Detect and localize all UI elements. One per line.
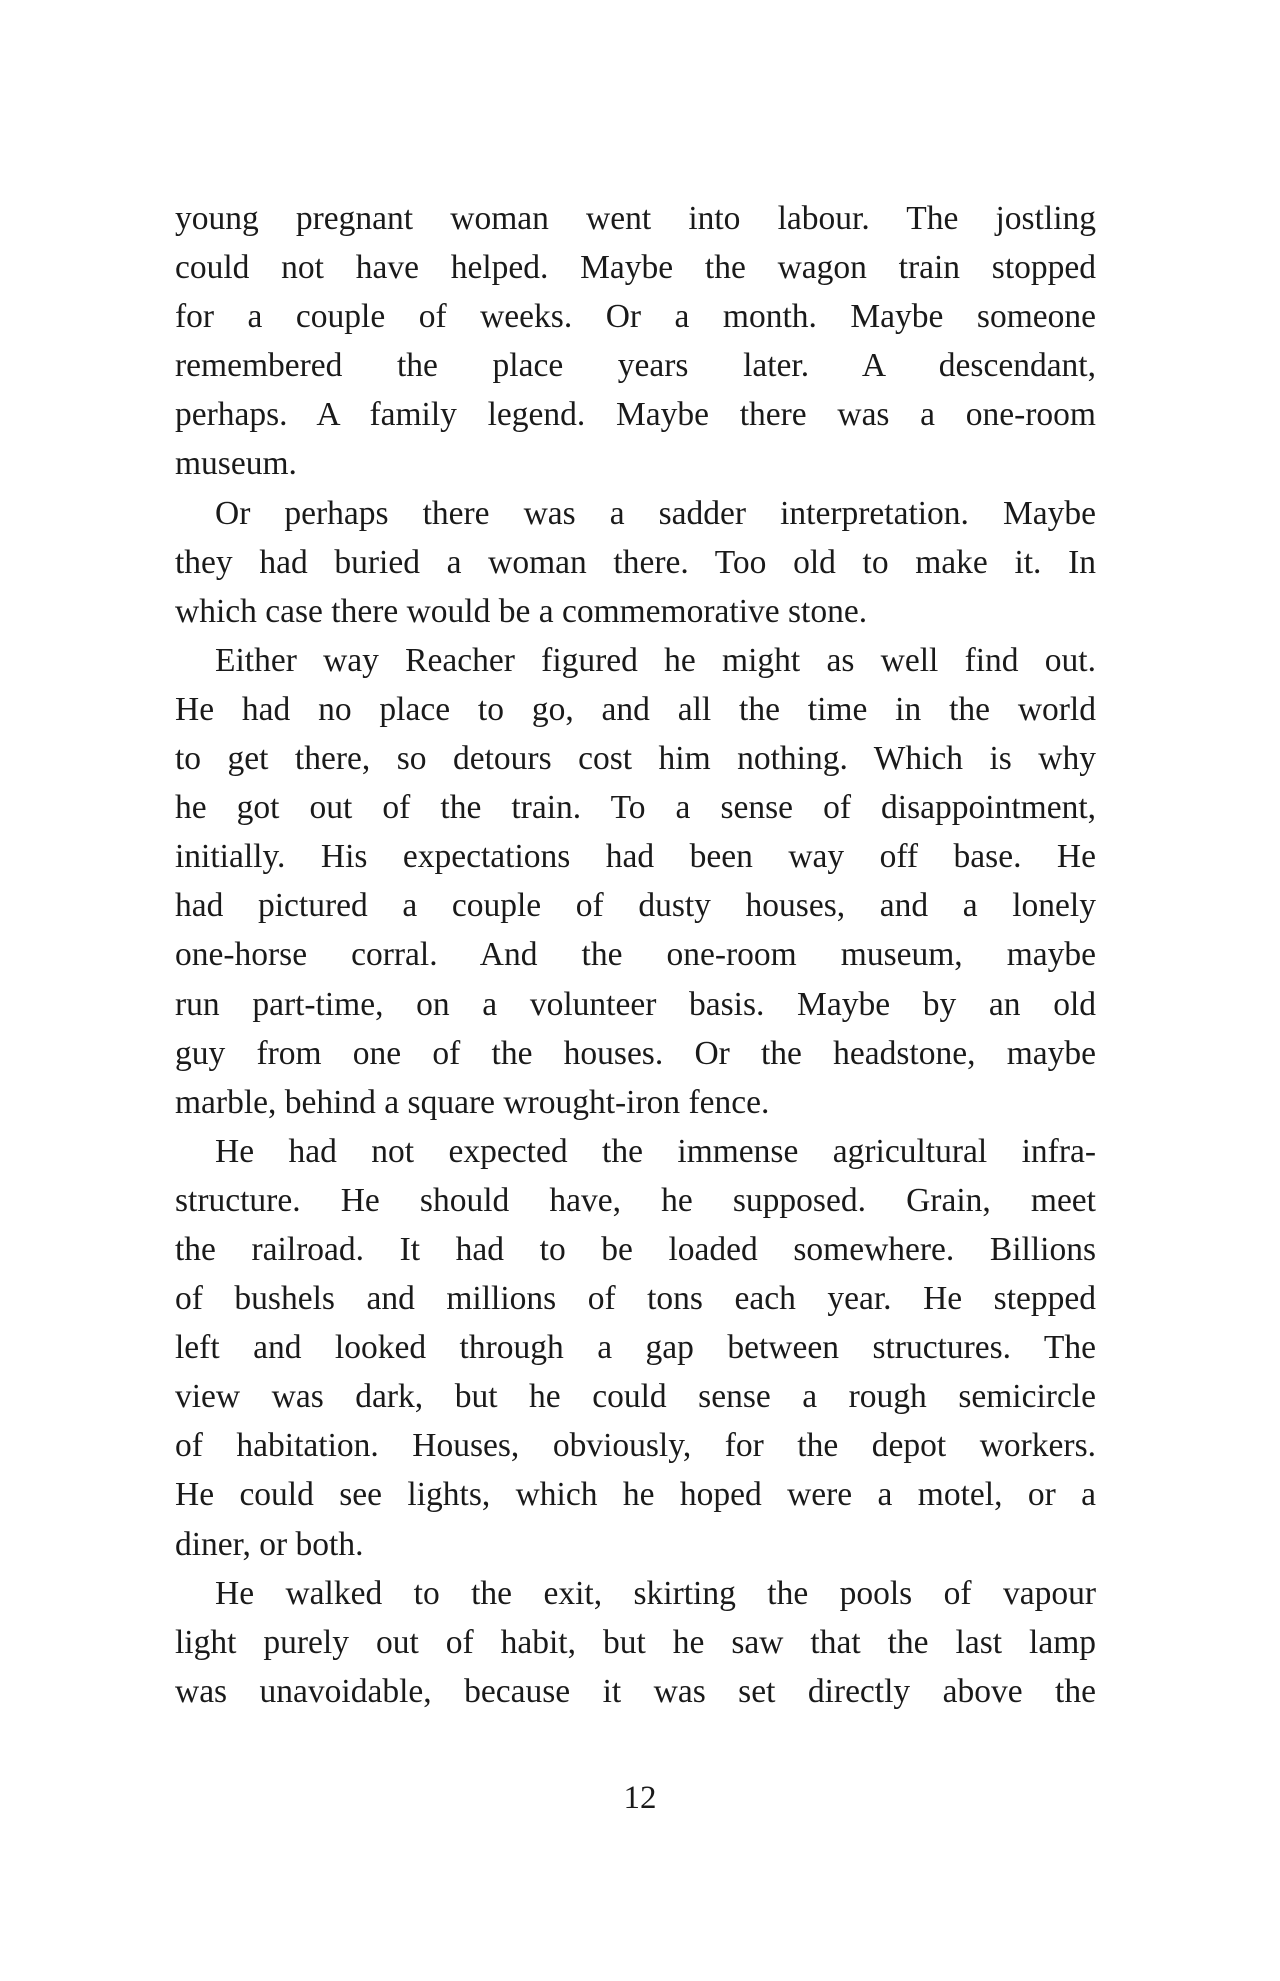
text-line: run part-time, on a volunteer basis. Maybe by an old [175,985,1096,1023]
text-line: diner, or both. [175,1525,364,1563]
paragraph [175,636,1096,1127]
text-line: initially. His expectations had been way off base. He [175,838,1096,876]
text-line: He could see lights, which he hoped were a motel, or a [175,1476,1096,1514]
text-line: they had buried a woman there. Too old to make it. In [175,543,1096,581]
text-line: marble, behind a square wrought-iron fence. [175,1083,770,1121]
book-page-text [175,194,1096,1716]
text-line: was unavoidable, because it was set directly above the [175,1672,1096,1710]
text-line: Either way Reacher figured he might as well find out. [215,641,1096,679]
text-line: structure. He should have, he supposed. Grain, meet [175,1181,1096,1219]
text-line: one-horse corral. And the one-room museum, maybe [175,936,1096,974]
page-number: 12 [623,1780,657,1816]
text-line: He had not expected the immense agricultural infra- [215,1132,1096,1170]
text-line: Or perhaps there was a sadder interpretation. Maybe [215,494,1096,532]
text-line: which case there would be a commemorative stone. [175,592,868,630]
paragraph [175,1569,1096,1716]
text-line: he got out of the train. To a sense of disappointment, [175,789,1096,827]
text-line: He walked to the exit, skirting the pools of vapour [215,1574,1096,1612]
text-line: remembered the place years later. A descendant, [175,347,1096,385]
paragraph [175,194,1096,489]
text-line: view was dark, but he could sense a rough semicircle [175,1378,1096,1416]
text-line: museum. [175,445,297,483]
paragraph [175,1127,1096,1569]
text-line: left and looked through a gap between structures. The [175,1329,1096,1367]
paragraph [175,489,1096,636]
text-line: guy from one of the houses. Or the headstone, maybe [175,1034,1096,1072]
text-line: of bushels and millions of tons each year. He stepped [175,1280,1096,1318]
text-line: of habitation. Houses, obviously, for the depot workers. [175,1427,1096,1465]
text-line: for a couple of weeks. Or a month. Maybe someone [175,298,1096,336]
text-line: could not have helped. Maybe the wagon train stopped [175,249,1096,287]
text-line: light purely out of habit, but he saw that the last lamp [175,1623,1096,1661]
text-line: He had no place to go, and all the time in the world [175,690,1096,728]
text-line: to get there, so detours cost him nothing. Which is why [175,740,1096,778]
text-line: perhaps. A family legend. Maybe there was a one-room [175,396,1096,434]
text-line: had pictured a couple of dusty houses, and a lonely [175,887,1096,925]
text-line: young pregnant woman went into labour. The jostling [175,200,1096,237]
text-line: the railroad. It had to be loaded somewhere. Billions [175,1230,1096,1268]
